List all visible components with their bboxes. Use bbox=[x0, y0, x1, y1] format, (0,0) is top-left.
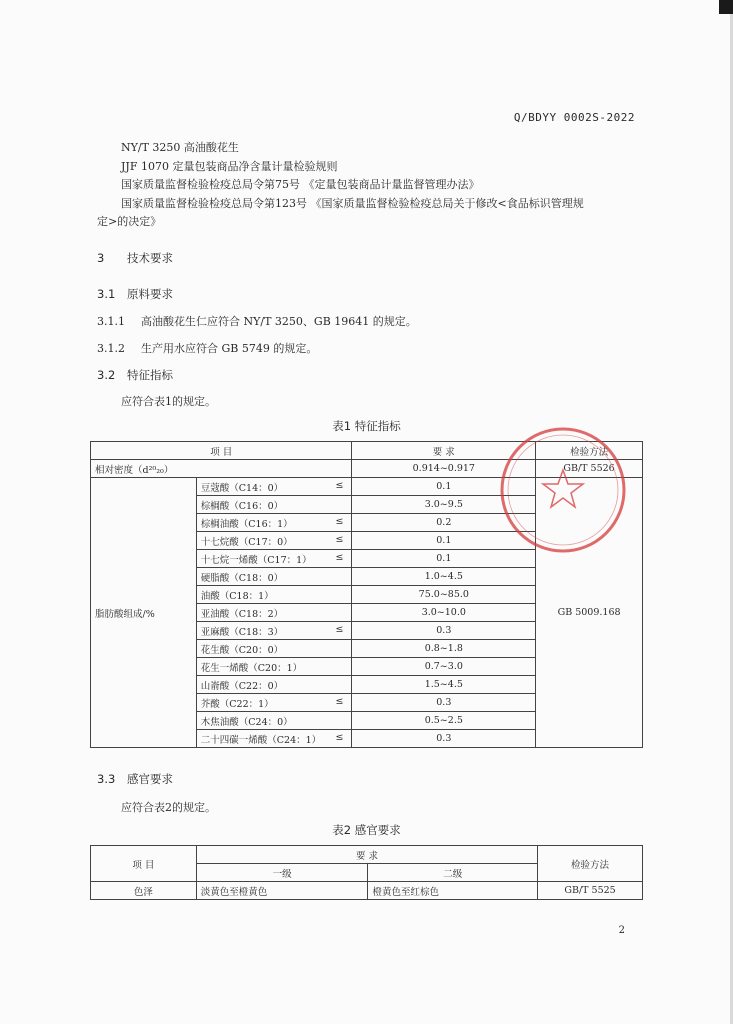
table2-header-grade2: 二级 bbox=[368, 864, 538, 882]
fatty-acid-value: 0.5~2.5 bbox=[352, 712, 536, 730]
fatty-acid-value: 0.2 bbox=[352, 514, 536, 532]
fatty-acid-name bbox=[196, 676, 352, 694]
fatty-acid-name-text: 花生一烯酸（C20：1） bbox=[200, 662, 303, 674]
fatty-acid-value: 0.1 bbox=[352, 532, 536, 550]
fatty-acid-name bbox=[196, 694, 352, 712]
table2-item-color: 色泽 bbox=[91, 882, 197, 900]
fatty-acid-name-text: 亚麻酸（C18：3） bbox=[200, 626, 284, 638]
table1-header-req: 要 求 bbox=[352, 442, 536, 460]
fatty-acid-name-text: 硬脂酸（C18：0） bbox=[200, 572, 284, 584]
le-symbol: ≤ bbox=[335, 624, 344, 635]
table-row bbox=[91, 882, 643, 900]
fatty-acid-name-text: 山嵛酸（C22：0） bbox=[200, 680, 284, 692]
section-3-3-intro: 应符合表2的规定。 bbox=[121, 801, 216, 814]
fatty-acid-name bbox=[196, 622, 352, 640]
fatty-acid-name-text: 油酸（C18：1） bbox=[200, 590, 274, 602]
table1-header-method: 检验方法 bbox=[536, 442, 643, 460]
fatty-acid-value: 1.0~4.5 bbox=[352, 568, 536, 586]
le-symbol: ≤ bbox=[335, 516, 344, 527]
fatty-acid-name-text: 芥酸（C22：1） bbox=[200, 698, 274, 710]
fatty-acid-name-text: 棕榈油酸（C16：1） bbox=[200, 518, 293, 530]
fatty-acid-value: 0.3 bbox=[352, 694, 536, 712]
fatty-acid-name bbox=[196, 478, 352, 496]
table2-header-method: 检验方法 bbox=[538, 846, 643, 882]
fatty-acid-name-text: 十七烷酸（C17：0） bbox=[200, 536, 293, 548]
density-value: 0.914~0.917 bbox=[352, 460, 536, 478]
table2 bbox=[90, 845, 643, 900]
table1-header-item: 项 目 bbox=[91, 442, 352, 460]
fatty-acid-name-text: 木焦油酸（C24：0） bbox=[200, 716, 293, 728]
table2-header-row bbox=[91, 846, 643, 864]
fatty-acid-name bbox=[196, 496, 352, 514]
fatty-acid-name bbox=[196, 730, 352, 748]
reference-4-cont: 定>的决定》 bbox=[97, 215, 162, 228]
fatty-acid-value: 3.0~9.5 bbox=[352, 496, 536, 514]
table2-header-req: 要 求 bbox=[196, 846, 537, 864]
le-symbol: ≤ bbox=[335, 732, 344, 743]
table2-caption: 表2 感官要求 bbox=[332, 823, 401, 837]
reference-2: JJF 1070 定量包装商品净含量计量检验规则 bbox=[121, 160, 338, 173]
fatty-acid-value: 0.3 bbox=[352, 730, 536, 748]
reference-1: NY/T 3250 高油酸花生 bbox=[121, 141, 239, 154]
table2-method-value: GB/T 5525 bbox=[538, 882, 643, 900]
reference-3: 国家质量监督检验检疫总局令第75号 《定量包装商品计量监督管理办法》 bbox=[121, 178, 480, 191]
le-symbol: ≤ bbox=[335, 480, 344, 491]
section-3-2-heading: 3.2 特征指标 bbox=[97, 368, 173, 382]
doc-code: Q/BDYY 0002S-2022 bbox=[513, 111, 635, 124]
density-label: 相对密度（d²⁰₂₀） bbox=[91, 460, 352, 478]
table2-grade1-value: 淡黄色至橙黄色 bbox=[196, 882, 368, 900]
fatty-acid-value: 0.1 bbox=[352, 550, 536, 568]
fatty-acid-group-label: 脂肪酸组成/% bbox=[91, 478, 197, 748]
fatty-acid-name-text: 花生酸（C20：0） bbox=[200, 644, 284, 656]
fatty-acid-value: 75.0~85.0 bbox=[352, 586, 536, 604]
fatty-acid-name-text: 亚油酸（C18：2） bbox=[200, 608, 284, 620]
fatty-acid-name bbox=[196, 568, 352, 586]
table1-caption: 表1 特征指标 bbox=[332, 419, 401, 433]
clause-3-1-1: 3.1.1 高油酸花生仁应符合 NY/T 3250、GB 19641 的规定。 bbox=[97, 315, 417, 328]
fatty-acid-value: 0.1 bbox=[352, 478, 536, 496]
reference-4: 国家质量监督检验检疫总局令第123号 《国家质量监督检验检疫总局关于修改<食品标识管理规 bbox=[121, 197, 584, 210]
density-method: GB/T 5526 bbox=[536, 460, 643, 478]
fatty-acid-name bbox=[196, 514, 352, 532]
fatty-acid-name bbox=[196, 550, 352, 568]
fatty-acid-value: 3.0~10.0 bbox=[352, 604, 536, 622]
fatty-acid-value: 0.7~3.0 bbox=[352, 658, 536, 676]
fatty-acid-name bbox=[196, 640, 352, 658]
le-symbol: ≤ bbox=[335, 552, 344, 563]
fatty-acid-value: 0.3 bbox=[352, 622, 536, 640]
fatty-acid-name-text: 豆蔻酸（C14：0） bbox=[200, 482, 284, 494]
clause-3-1-2: 3.1.2 生产用水应符合 GB 5749 的规定。 bbox=[97, 342, 318, 355]
le-symbol: ≤ bbox=[335, 696, 344, 707]
section-3-1-heading: 3.1 原料要求 bbox=[97, 287, 173, 301]
fatty-acid-name-text: 二十四碳一烯酸（C24：1） bbox=[200, 734, 322, 746]
fatty-acid-name bbox=[196, 658, 352, 676]
page-number: 2 bbox=[618, 925, 625, 936]
fatty-acid-value: 0.8~1.8 bbox=[352, 640, 536, 658]
fatty-acid-value: 1.5~4.5 bbox=[352, 676, 536, 694]
official-seal-stamp bbox=[498, 425, 628, 555]
fatty-acid-name bbox=[196, 604, 352, 622]
fatty-acid-name bbox=[196, 586, 352, 604]
section-3-2-intro: 应符合表1的规定。 bbox=[121, 395, 216, 408]
fatty-acid-name-text: 棕榈酸（C16：0） bbox=[200, 500, 284, 512]
table2-header-grade1: 一级 bbox=[196, 864, 368, 882]
section-3-3-heading: 3.3 感官要求 bbox=[97, 772, 173, 786]
table2-grade2-value: 橙黄色至红棕色 bbox=[368, 882, 538, 900]
fatty-acid-name bbox=[196, 712, 352, 730]
fatty-acid-method: GB 5009.168 bbox=[536, 478, 643, 748]
table2-header-item: 项 目 bbox=[91, 846, 197, 882]
le-symbol: ≤ bbox=[335, 534, 344, 545]
fatty-acid-name bbox=[196, 532, 352, 550]
section-3-heading: 3 技术要求 bbox=[97, 251, 173, 265]
scan-corner-mark bbox=[719, 0, 733, 14]
fatty-acid-name-text: 十七烷一烯酸（C17：1） bbox=[200, 554, 312, 566]
